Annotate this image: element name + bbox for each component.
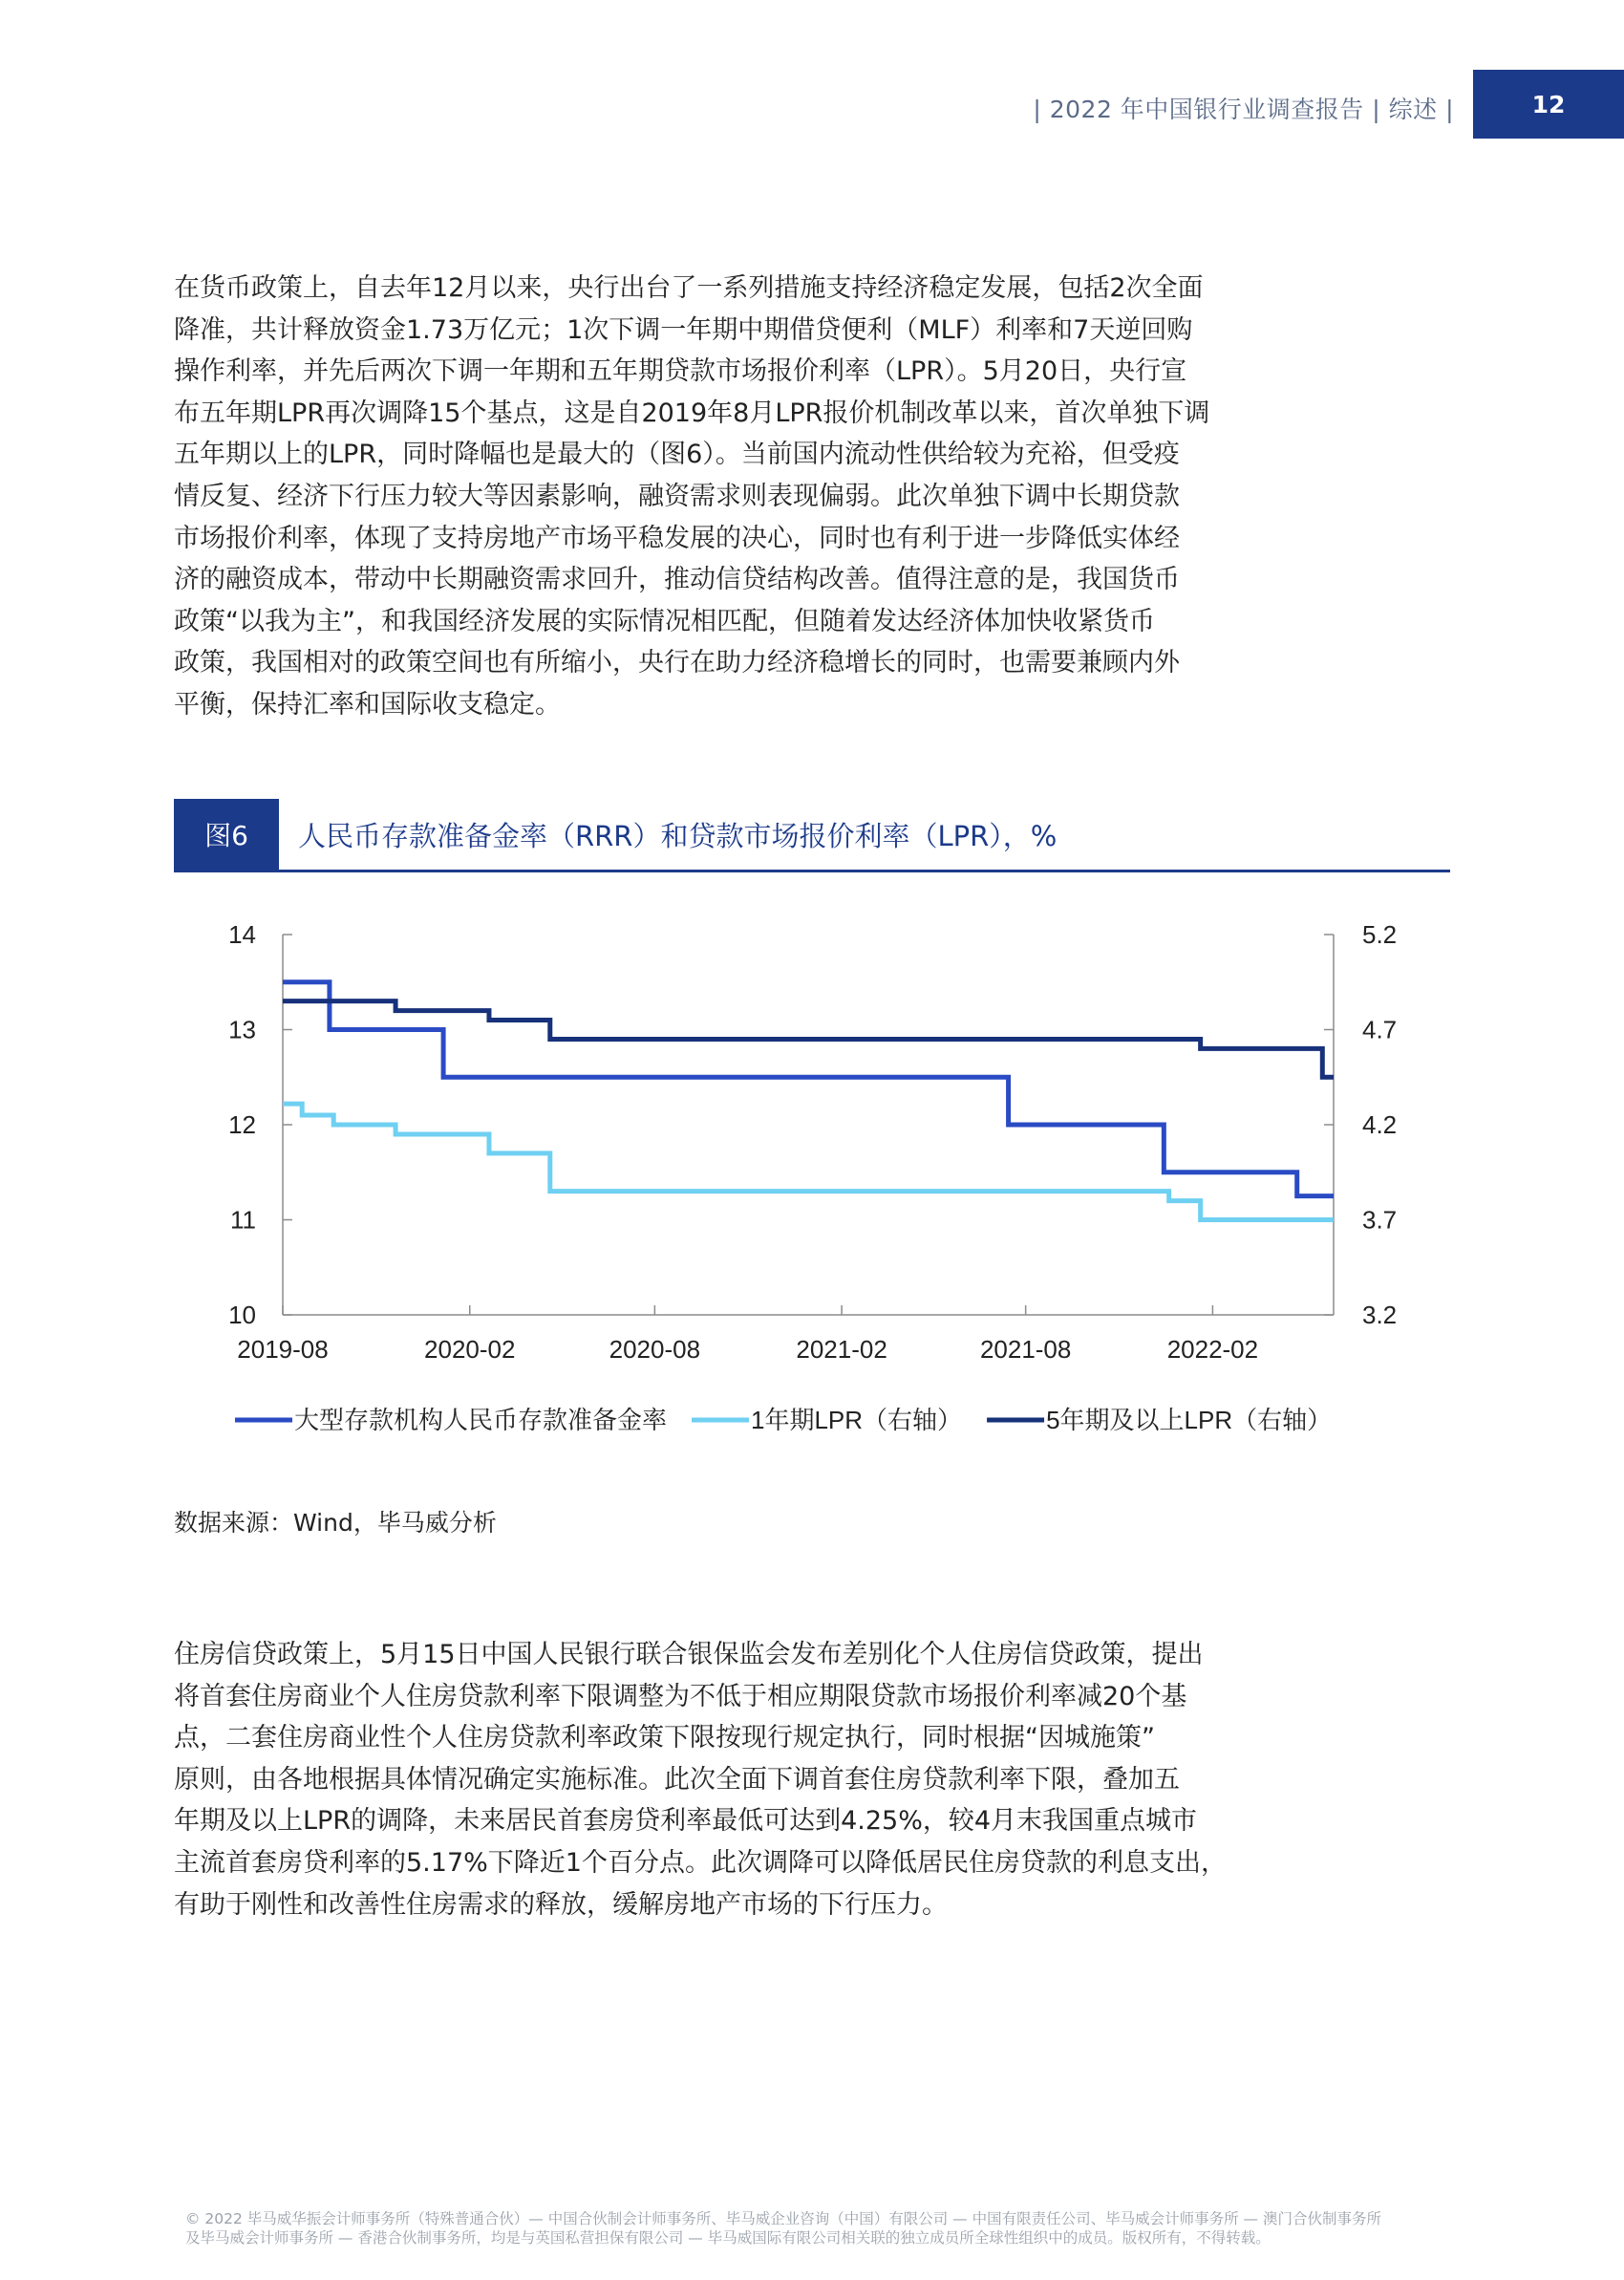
text-line: 将首套住房商业个人住房贷款利率下限调整为不低于相应期限贷款市场报价利率减20个基: [174, 1681, 1187, 1711]
x-tick-label: 2020-02: [424, 1335, 516, 1364]
x-tick-label: 2022-02: [1166, 1335, 1259, 1364]
right-tick-label: 3.2: [1362, 1301, 1398, 1329]
rrr-lpr-chart: [174, 898, 1450, 1472]
text-line: 布五年期LPR再次调降15个基点，这是自2019年8月LPR报价机制改革以来，首次单独下调: [174, 398, 1210, 428]
right-tick-label: 5.2: [1362, 920, 1398, 949]
text-line: 年期及以上LPR的调降，未来居民首套房贷利率最低可达到4.25%，较4月末我国重点城市: [174, 1806, 1198, 1837]
text-line: 政策“以我为主”，和我国经济发展的实际情况相匹配，但随着发达经济体加快收紧货币: [174, 606, 1155, 636]
figure-source: 数据来源：Wind，毕马威分析: [174, 1509, 497, 1537]
legend-label: 1年期LPR（右轴）: [751, 1406, 963, 1434]
figure-title: 人民币存款准备金率（RRR）和贷款市场报价利率（LPR），%: [298, 819, 1058, 852]
text-line: 政策，我国相对的政策空间也有所缩小，央行在助力经济稳增长的同时，也需要兼顾内外: [174, 648, 1180, 678]
paragraph-housing-credit: [174, 1634, 1244, 1925]
series-line-right: [283, 1104, 1334, 1219]
text-line: 原则，由各地根据具体情况确定实施标准。此次全面下调首套住房贷款利率下限，叠加五: [174, 1764, 1180, 1795]
right-tick-label: 4.7: [1362, 1015, 1398, 1044]
series-line-left: [283, 982, 1334, 1196]
legend-label: 5年期及以上LPR（右轴）: [1046, 1406, 1333, 1434]
series-line-right: [283, 1001, 1334, 1078]
right-tick-label: 3.7: [1362, 1205, 1398, 1235]
paragraph-monetary-policy: [174, 268, 1244, 726]
x-tick-label: 2020-08: [609, 1335, 701, 1364]
text-line: 有助于刚性和改善性住房需求的释放，缓解房地产市场的下行压力。: [174, 1889, 948, 1920]
text-line: 五年期以上的LPR，同时降幅也是最大的（图6）。当前国内流动性供给较为充裕，但受疫: [174, 440, 1180, 470]
text-line: 住房信贷政策上，5月15日中国人民银行联合银保监会发布差别化个人住房信贷政策，提出: [174, 1640, 1204, 1669]
text-line: 情反复、经济下行压力较大等因素影响，融资需求则表现偏弱。此次单独下调中长期贷款: [174, 481, 1180, 511]
figure-header: [174, 799, 1450, 871]
legend-label: 大型存款机构人民币存款准备金率: [294, 1406, 668, 1434]
page-number: 12: [1473, 70, 1624, 139]
text-line: 市场报价利率，体现了支持房地产市场平稳发展的决心，同时也有利于进一步降低实体经: [174, 523, 1180, 553]
copyright-footer: [185, 2209, 1446, 2248]
left-tick-label: 13: [228, 1015, 256, 1044]
x-tick-label: 2021-02: [796, 1335, 887, 1364]
left-tick-label: 10: [228, 1301, 256, 1329]
running-header: | 2022 年中国银行业调查报告 | 综述 |: [1033, 96, 1454, 123]
figure-rule: [174, 870, 1450, 872]
footer-line: © 2022 毕马威华振会计师事务所（特殊普通合伙）— 中国合伙制会计师事务所、毕马威企业咨询（中国）有限公司 — 中国有限责任公司、毕马威会计师事务所 — 澳门合伙制事务所: [185, 2210, 1381, 2227]
left-tick-label: 12: [228, 1110, 256, 1139]
left-tick-label: 11: [230, 1205, 256, 1235]
text-line: 点，二套住房商业性个人住房贷款利率政策下限按现行规定执行，同时根据“因城施策”: [174, 1723, 1155, 1753]
footer-line: 及毕马威会计师事务所 — 香港合伙制事务所，均是与英国私营担保有限公司 — 毕马威国际有限公司相关联的独立成员所全球性组织中的成员。版权所有，不得转载。: [185, 2229, 1271, 2247]
x-tick-label: 2019-08: [237, 1335, 329, 1364]
text-line: 主流首套房贷利率的5.17%下降近1个百分点。此次调降可以降低居民住房贷款的利息支出，: [174, 1847, 1227, 1878]
text-line: 济的融资成本，带动中长期融资需求回升，推动信贷结构改善。值得注意的是，我国货币: [174, 565, 1180, 595]
text-line: 在货币政策上，自去年12月以来，央行出台了一系列措施支持经济稳定发展，包括2次全面: [174, 273, 1204, 303]
text-line: 平衡，保持汇率和国际收支稳定。: [174, 689, 561, 720]
left-tick-label: 14: [228, 920, 256, 949]
figure-label: 图6: [174, 799, 279, 870]
text-line: 操作利率，并先后两次下调一年期和五年期贷款市场报价利率（LPR）。5月20日，央行宣: [174, 356, 1187, 387]
x-tick-label: 2021-08: [979, 1335, 1072, 1364]
right-tick-label: 4.2: [1362, 1110, 1398, 1139]
text-line: 降准，共计释放资金1.73万亿元；1次下调一年期中期借贷便利（MLF）利率和7天逆回购: [174, 314, 1193, 345]
